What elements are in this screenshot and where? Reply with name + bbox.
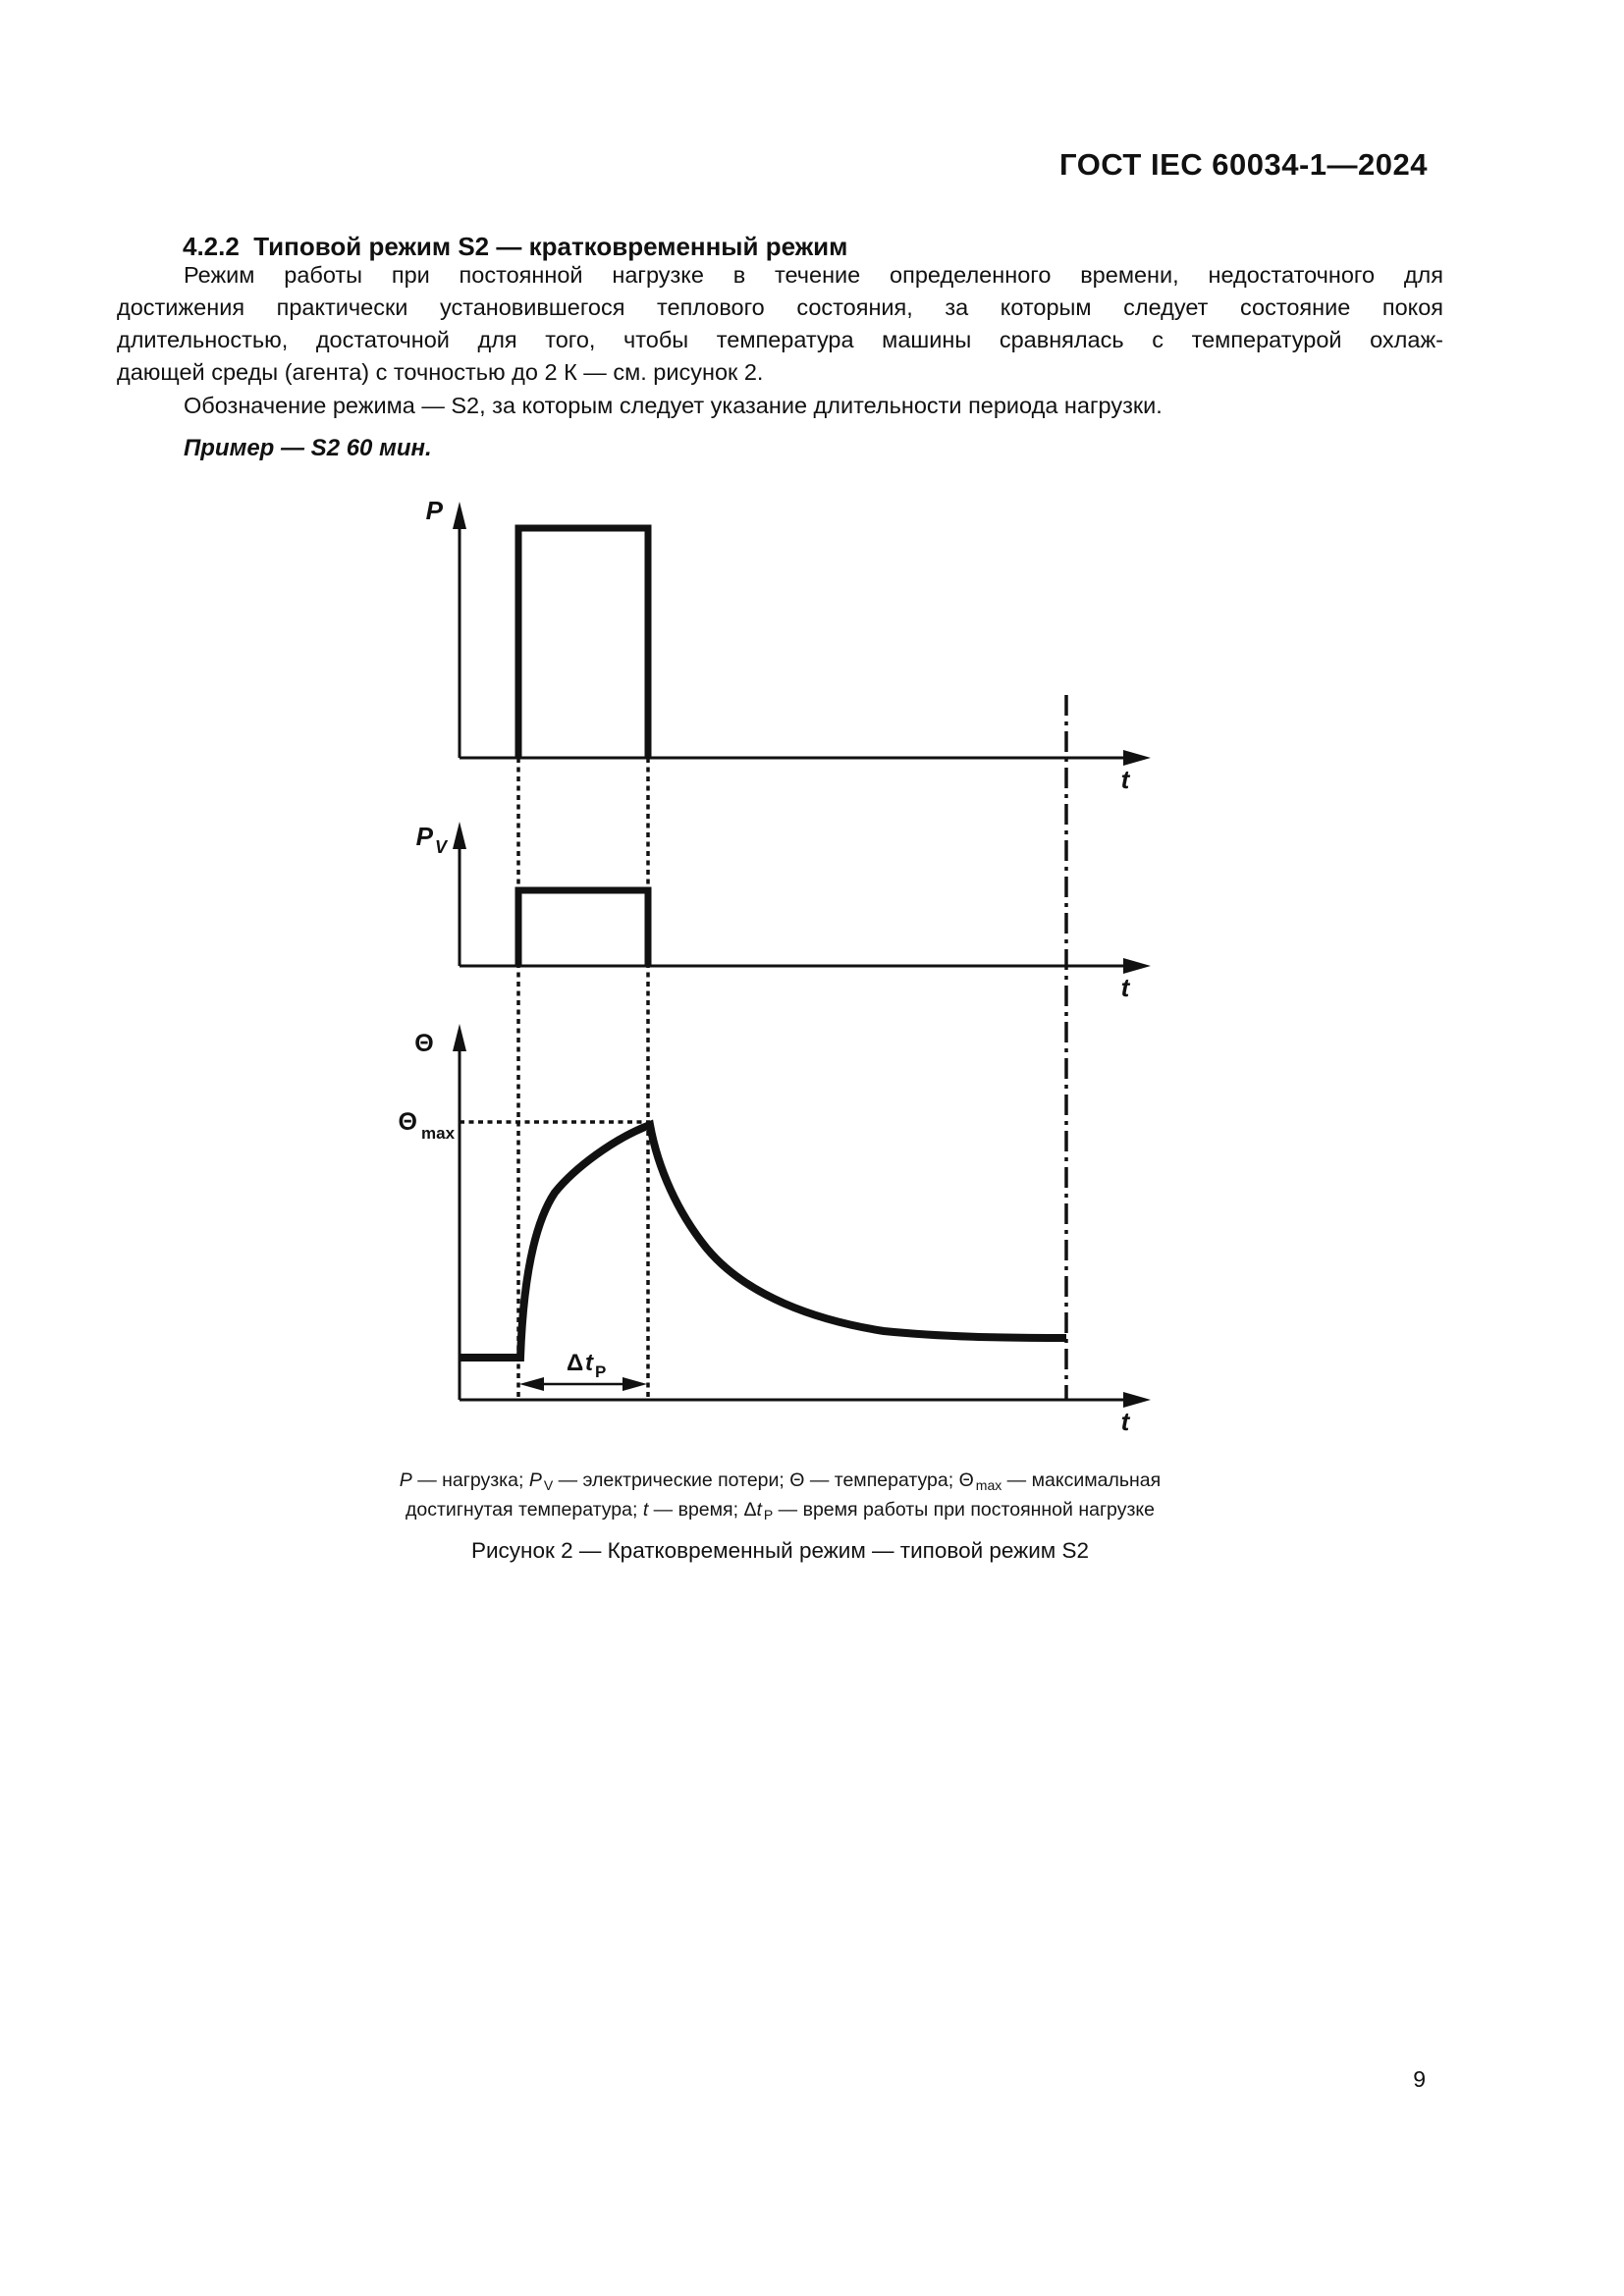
y-axis-arrowhead <box>453 502 466 529</box>
losses-pulse <box>518 890 648 966</box>
figure-legend-line-1: P — нагрузка; P $_V$ — электрические потери; Θ — температура; Θ $_{max}$ — максимальная <box>399 1469 1162 1493</box>
figure-caption: Рисунок 2 — Кратковременный режим — типовой режим S2 <box>470 1538 1090 1563</box>
paragraph-line: дающей среды (агента) с точностью до 2 К — см. рисунок 2. <box>117 359 764 385</box>
running-header: ГОСТ IEC 60034-1—2024 <box>1059 147 1428 182</box>
delta-tp-label-subscript: P <box>595 1362 607 1381</box>
delta-tp-arrowhead-right <box>623 1377 647 1391</box>
t-axis-arrowhead <box>1123 750 1151 766</box>
paragraph-1 <box>117 259 1443 389</box>
figure-legend <box>117 1468 1443 1528</box>
t-axis-arrowhead <box>1123 958 1151 974</box>
t-axis-label: t <box>1120 973 1130 1002</box>
delta-tp-label-delta: Δ <box>567 1350 584 1376</box>
section-heading: 4.2.2 Типовой режим S2 — кратковременный режим <box>183 232 848 261</box>
paragraph-line: Режим работы при постоянной нагрузке в течение определенного времени, недостаточного для <box>184 262 1443 288</box>
t-axis-label: t <box>1120 1407 1130 1436</box>
delta-tp-arrowhead-left <box>519 1377 544 1391</box>
figure-2-diagram <box>373 471 1218 1443</box>
theta-max-label-subscript: max <box>421 1124 456 1143</box>
paragraph-line: достижения практически установившегося теплового состояния, за которым следует состояние покоя <box>117 294 1443 320</box>
pv-axis-label: P <box>415 822 433 851</box>
temperature-curve <box>460 1125 1066 1358</box>
example-text: Пример — S2 60 мин. <box>184 435 432 461</box>
figure-legend-line-2: достигнутая температура; t — время; Δt $_P$ — время работы при постоянной нагрузке <box>406 1499 1155 1523</box>
t-axis-label: t <box>1120 765 1130 794</box>
y-axis-arrowhead <box>453 822 466 849</box>
load-pulse <box>518 528 648 758</box>
y-axis-arrowhead <box>453 1024 466 1051</box>
delta-tp-dimension <box>519 1350 647 1391</box>
theta-max-label: Θ <box>398 1108 417 1136</box>
t-axis-arrowhead <box>1123 1392 1151 1408</box>
page-number: 9 <box>1413 2066 1426 2092</box>
chart-temperature-theta <box>399 1024 1151 1436</box>
theta-axis-label: Θ <box>414 1030 434 1057</box>
paragraph-line: Обозначение режима — S2, за которым следует указание длительности периода нагрузки. <box>184 393 1163 418</box>
paragraph-2 <box>117 390 1443 422</box>
p-axis-label: P <box>425 496 443 525</box>
paragraph-line: длительностью, достаточной для того, чтобы температура машины сравнялась с температурой охлаж- <box>117 327 1443 352</box>
chart-load-P <box>426 496 1151 794</box>
chart-losses-Pv <box>416 822 1151 1002</box>
pv-axis-label-subscript: V <box>435 837 448 857</box>
delta-tp-label-t: t <box>585 1350 593 1376</box>
